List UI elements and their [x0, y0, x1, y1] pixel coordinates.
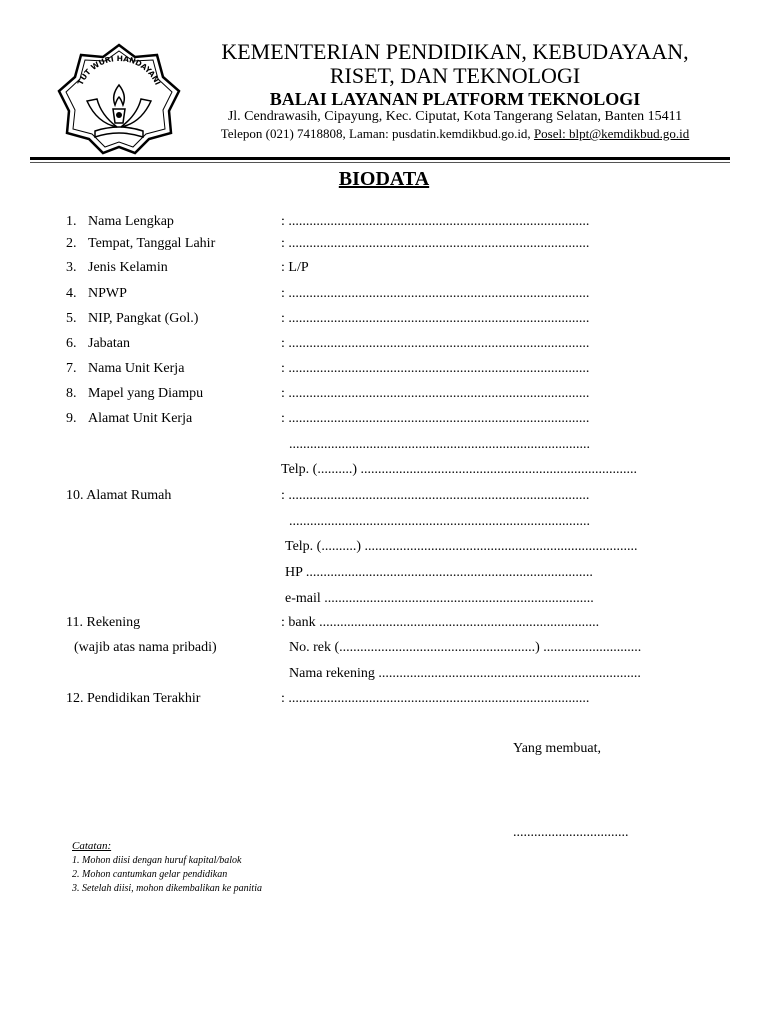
- contact-email: Posel: blpt@kemdikbud.go.id: [533, 126, 690, 141]
- field-value-hp[interactable]: HP ..................................................................................: [285, 565, 593, 580]
- field-number: 4.: [66, 286, 77, 301]
- field-value-nama-lengkap[interactable]: : ......................................................................................: [281, 214, 590, 229]
- field-label-tempat-tanggal-lahir: Tempat, Tanggal Lahir: [88, 236, 216, 251]
- org-unit-name: BALAI LAYANAN PLATFORM TEKNOLOGI: [269, 89, 641, 109]
- field-value-no-rek[interactable]: No. rek (........................................................) ............................: [289, 640, 642, 655]
- field-value-bank[interactable]: : bank ................................................................................: [281, 615, 600, 630]
- field-number: 9.: [66, 411, 77, 426]
- field-number: 7.: [66, 361, 77, 376]
- field-value-nama-rekening[interactable]: Nama rekening ...........................................................................: [289, 666, 641, 681]
- field-value-nip-pangkat[interactable]: : ......................................................................................: [281, 311, 590, 326]
- field-value-telp-rumah[interactable]: Telp. (..........) ..............................................................................: [285, 539, 638, 554]
- field-value-jenis-kelamin[interactable]: : L/P: [281, 260, 309, 275]
- field-value-alamat-rumah[interactable]: : ......................................................................................: [281, 488, 590, 503]
- field-value-pendidikan-terakhir[interactable]: : ......................................................................................: [281, 691, 590, 706]
- field-value-tempat-tanggal-lahir[interactable]: : ......................................................................................: [281, 236, 590, 251]
- field-label-jenis-kelamin: Jenis Kelamin: [88, 260, 168, 275]
- field-label-pendidikan-terakhir: 12. Pendidikan Terakhir: [66, 691, 201, 706]
- org-name-line1: KEMENTERIAN PENDIDIKAN, KEBUDAYAAN,: [221, 39, 689, 64]
- signature-label: Yang membuat,: [513, 741, 602, 756]
- notes-title: Catatan:: [72, 840, 112, 852]
- field-label-nip-pangkat: NIP, Pangkat (Gol.): [88, 311, 199, 326]
- field-number: 5.: [66, 311, 77, 326]
- field-value-email[interactable]: e-mail .............................................................................: [285, 591, 594, 606]
- note-item: 1. Mohon diisi dengan huruf kapital/balok: [72, 855, 242, 866]
- note-item: 3. Setelah diisi, mohon dikembalikan ke panitia: [72, 883, 262, 894]
- page-title: BIODATA: [338, 168, 430, 190]
- note-item: 2. Mohon cantumkan gelar pendidikan: [72, 869, 228, 880]
- signature-line[interactable]: .................................: [513, 825, 629, 840]
- org-name-line2: RISET, DAN TEKNOLOGI: [329, 63, 581, 88]
- field-value-mapel[interactable]: : ......................................................................................: [281, 386, 590, 401]
- field-label-rekening: 11. Rekening: [66, 615, 141, 630]
- field-value-telp-unit-kerja[interactable]: Telp. (..........) ...............................................................................: [281, 462, 638, 477]
- field-label-jabatan: Jabatan: [88, 336, 130, 351]
- svg-text:TUT WURI HANDAYANI: TUT WURI HANDAYANI: [75, 53, 163, 87]
- letterhead-divider-thin: [30, 162, 730, 163]
- field-number: 3.: [66, 260, 77, 275]
- field-number: 8.: [66, 386, 77, 401]
- contact-phone-website: Telepon (021) 7418808, Laman: pusdatin.kemdikbud.go.id,: [220, 126, 531, 141]
- field-label-alamat-unit-kerja: Alamat Unit Kerja: [88, 411, 193, 426]
- field-number: 6.: [66, 336, 77, 351]
- field-number: 1.: [66, 214, 77, 229]
- field-value-nama-unit-kerja[interactable]: : ......................................................................................: [281, 361, 590, 376]
- field-number: 2.: [66, 236, 77, 251]
- field-value-npwp[interactable]: : ......................................................................................: [281, 286, 590, 301]
- field-label-npwp: NPWP: [88, 286, 127, 301]
- tut-wuri-handayani-logo: [57, 43, 181, 155]
- letterhead-divider: [30, 157, 730, 160]
- org-contact: [195, 126, 715, 142]
- field-label-mapel: Mapel yang Diampu: [88, 386, 204, 401]
- field-value-alamat-rumah-line2[interactable]: ......................................................................................: [289, 514, 590, 529]
- field-label-alamat-rumah: 10. Alamat Rumah: [66, 488, 172, 503]
- org-address: Jl. Cendrawasih, Cipayung, Kec. Ciputat, Kota Tangerang Selatan, Banten 15411: [227, 109, 683, 124]
- field-value-jabatan[interactable]: : ......................................................................................: [281, 336, 590, 351]
- field-label-nama-lengkap: Nama Lengkap: [88, 214, 174, 229]
- field-value-alamat-unit-kerja[interactable]: : ......................................................................................: [281, 411, 590, 426]
- field-value-alamat-unit-kerja-line2[interactable]: ......................................................................................: [289, 437, 590, 452]
- field-label-nama-unit-kerja: Nama Unit Kerja: [88, 361, 185, 376]
- field-note-rekening: (wajib atas nama pribadi): [74, 640, 217, 655]
